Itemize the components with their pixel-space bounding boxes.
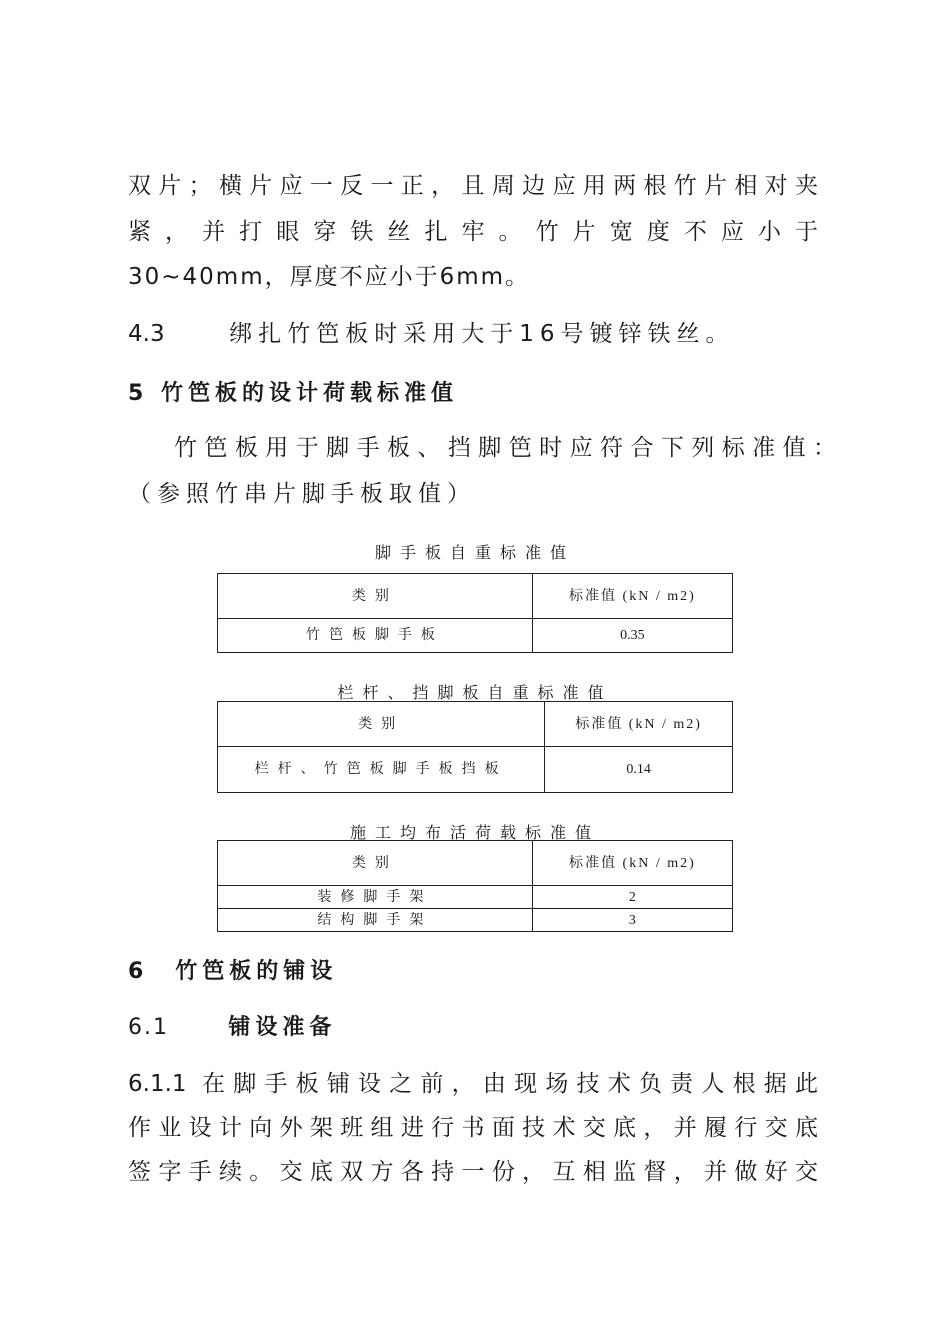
paragraph-line: 紧，并打眼穿铁丝扎牢。竹片宽度不应小于 [128,219,818,245]
table-header-category: 类别 [218,702,545,747]
table-cell: 装修脚手架 [218,886,533,909]
table-cell: 竹笆板脚手板 [218,619,533,653]
table-header-category: 类别 [218,841,533,886]
table-header-category: 类别 [218,574,533,619]
table-caption: 施工均布活荷载标准值 [349,825,600,842]
clause-number: 6.1.1 [128,1071,187,1097]
table-row [218,747,733,793]
table-header-value: 标准值 (kN / m2) [532,574,732,619]
section-6-heading: 6 竹笆板的铺设 [128,959,338,984]
table-caption: 脚手板自重标准值 [374,545,575,562]
load-table-3 [217,840,733,932]
table-row [218,909,733,932]
table-row [218,886,733,909]
clause-text: 在脚手板铺设之前，由现场技术负责人根据此 [202,1071,818,1097]
load-table-2 [217,701,733,793]
table-cell: 栏杆、竹笆板脚手板挡板 [218,747,545,793]
section-5-intro: 竹笆板用于脚手板、挡脚笆时应符合下列标准值： [174,435,836,461]
section-5-note: （参照竹串片脚手板取值） [128,481,476,507]
paragraph-line: 双片；横片应一反一正，且周边应用两根竹片相对夹 [128,173,818,199]
subsection-title: 铺设准备 [228,1015,337,1040]
table-header-value: 标准值 (kN / m2) [545,702,733,747]
paragraph-line: 作业设计向外架班组进行书面技术交底，并履行交底 [128,1115,818,1141]
table-caption: 栏杆、挡脚板自重标准值 [337,685,613,702]
table-row [218,619,733,653]
table-cell: 结构脚手架 [218,909,533,932]
table-header-value: 标准值 (kN / m2) [532,841,732,886]
section-5-heading: 5 竹笆板的设计荷载标准值 [128,381,458,406]
subsection-6-1-heading [128,1012,818,1044]
table-cell: 0.14 [545,747,733,793]
paragraph-line: 30~40mm，厚度不应小于6mm。 [128,264,531,290]
table-cell: 2 [532,886,732,909]
clause-text: 绑扎竹笆板时采用大于16号镀锌铁丝。 [229,321,735,347]
clause-6-1-1 [128,1068,818,1100]
clause-number: 4.3 [128,321,165,347]
paragraph-line: 签字手续。交底双方各持一份，互相监督，并做好交 [128,1159,818,1185]
load-table-1 [217,573,733,653]
table-cell: 0.35 [532,619,732,653]
subsection-number: 6.1 [128,1015,169,1040]
clause-4-3 [128,318,818,350]
table-cell: 3 [532,909,732,932]
